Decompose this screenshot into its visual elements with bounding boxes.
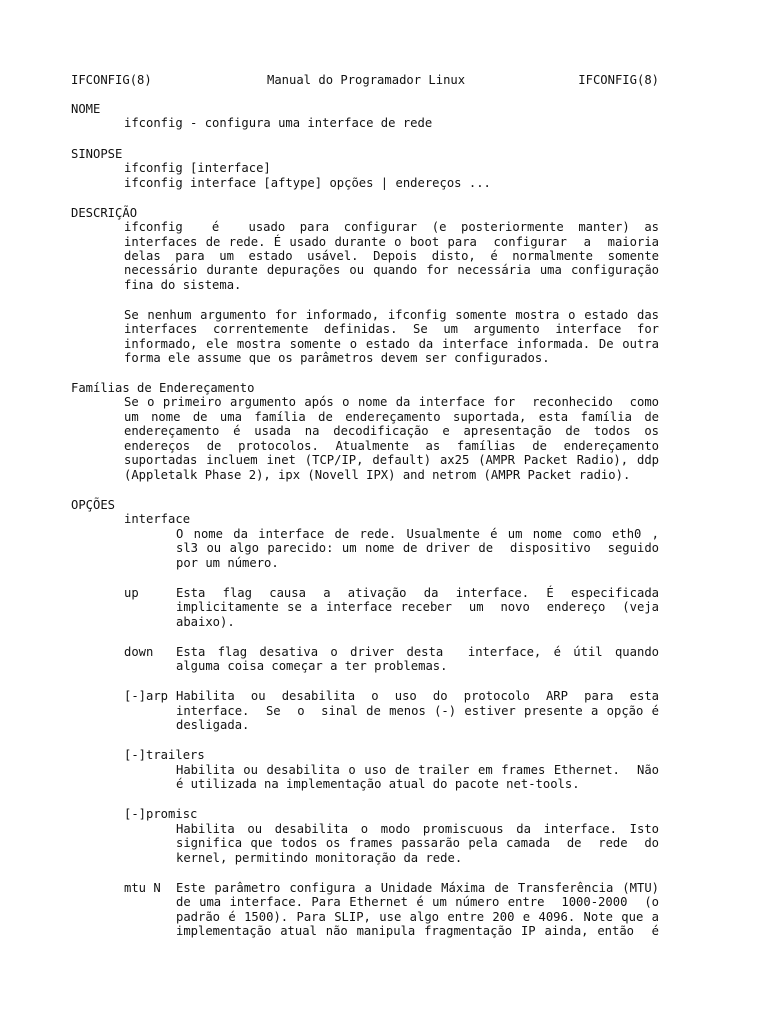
option-desc-line: de uma interface. Para Ethernet é um número entre 1000-2000 (o [176,895,659,909]
sinopse-line: ifconfig interface [aftype] opções | endereços ... [124,176,491,190]
option-desc-line: implicitamente se a interface receber um novo endereço (veja [176,600,659,614]
option-desc-line: padrão é 1500). Para SLIP, use algo entre 200 e 4096. Note que a [176,910,659,924]
descricao-line: fina do sistema. [124,278,242,292]
descricao-line: interfaces de rede. É usado durante o boot para configurar a maioria [124,235,659,249]
option-term-interface: interface [124,512,191,526]
header-right: IFCONFIG(8) [578,73,659,87]
descricao-line: ifconfig é usado para configurar (e posteriormente manter) as [124,220,659,234]
section-heading-descricao: DESCRIÇÃO [71,206,138,220]
section-heading-familias: Famílias de Endereçamento [71,381,255,395]
option-desc-line: sl3 ou algo parecido: um nome de driver de dispositivo seguido [176,541,659,555]
sinopse-line: ifconfig [interface] [124,161,271,175]
descricao-line: Se nenhum argumento for informado, ifconfig somente mostra o estado das [124,308,659,322]
option-term-up: up [124,586,139,600]
header-left: IFCONFIG(8) [71,73,152,87]
option-desc-line: por um número. [176,556,279,570]
option-desc-line: significa que todos os frames passarão pela camada de rede do [176,836,659,850]
option-desc-line: implementação atual não manipula fragmentação IP ainda, então é [176,924,659,938]
descricao-line: forma ele assume que os parâmetros devem ser configurados. [124,351,550,365]
option-term-arp: [-]arp [124,689,169,703]
nome-text: ifconfig - configura uma interface de rede [124,116,433,130]
option-desc-line: Habilita ou desabilita o modo promiscuous da interface. Isto [176,822,659,836]
descricao-line: necessário durante depurações ou quando for necessária uma configuração [124,263,659,277]
option-desc-line: interface. Se o sinal de menos (-) estiver presente a opção é [176,704,659,718]
header-center: Manual do Programador Linux [267,73,466,87]
option-desc-line: é utilizada na implementação atual do pacote net-tools. [176,777,580,791]
familias-line: (Appletalk Phase 2), ipx (Novell IPX) and netrom (AMPR Packet radio). [124,468,631,482]
option-desc-line: alguma coisa começar a ter problemas. [176,659,448,673]
option-term-trailers: [-]trailers [124,748,205,762]
option-desc-line: Habilita ou desabilita o uso de trailer em frames Ethernet. Não [176,763,659,777]
section-heading-nome: NOME [71,102,101,116]
option-desc-line: Este parâmetro configura a Unidade Máxima de Transferência (MTU) [176,881,659,895]
option-term-promisc: [-]promisc [124,807,198,821]
option-desc-line: Habilita ou desabilita o uso do protocolo ARP para esta [176,689,659,703]
familias-line: suportadas incluem inet (TCP/IP, default) ax25 (AMPR Packet Radio), ddp [124,453,659,467]
familias-line: endereços de protocolos. Atualmente as famílias de endereçamento [124,439,659,453]
option-term-mtu: mtu N [124,881,161,895]
option-desc-line: kernel, permitindo monitoração da rede. [176,851,463,865]
option-desc-line: Esta flag desativa o driver desta interface, é útil quando [176,645,659,659]
option-desc-line: Esta flag causa a ativação da interface. É especificada [176,586,659,600]
descricao-line: interfaces correntemente definidas. Se um argumento interface for [124,322,659,336]
option-desc-line: desligada. [176,718,250,732]
option-term-down: down [124,645,154,659]
familias-line: um nome de uma família de endereçamento suportada, esta família de [124,410,659,424]
descricao-line: delas para um estado usável. Depois disto, é normalmente somente [124,249,659,263]
option-desc-line: abaixo). [176,615,235,629]
descricao-line: informado, ele mostra somente o estado da interface informada. De outra [124,337,659,351]
familias-line: Se o primeiro argumento após o nome da interface for reconhecido como [124,395,659,409]
section-heading-sinopse: SINOPSE [71,147,123,161]
section-heading-opcoes: OPÇÕES [71,498,116,512]
familias-line: endereçamento é usada na decodificação e apresentação de todos os [124,424,659,438]
option-desc-line: O nome da interface de rede. Usualmente é um nome como eth0 , [176,527,659,541]
